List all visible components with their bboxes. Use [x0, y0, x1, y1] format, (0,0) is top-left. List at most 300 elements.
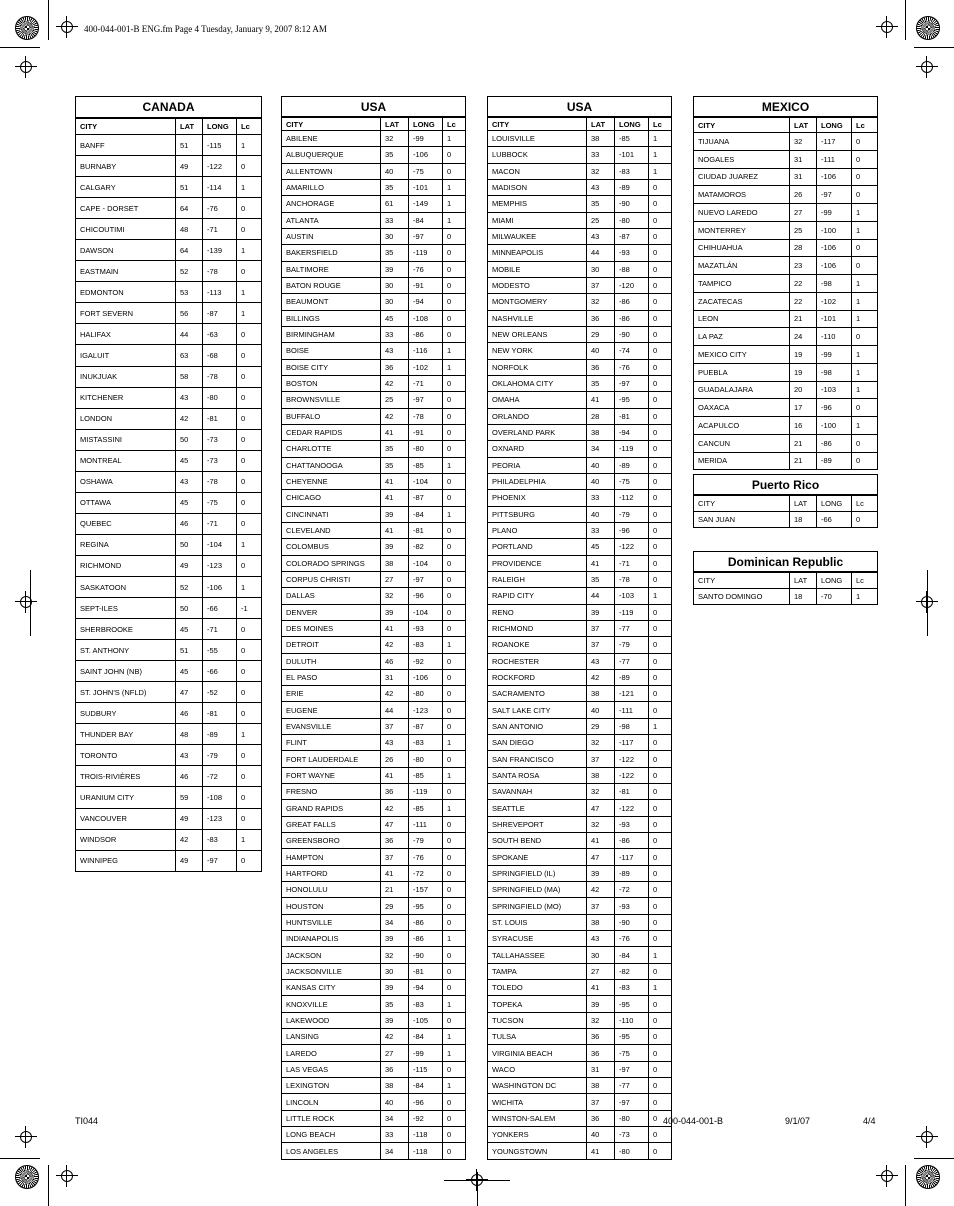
- lat-cell: 37: [587, 637, 615, 653]
- table-row: [488, 326, 672, 342]
- table-row: [488, 718, 672, 734]
- column-header-lat: LAT: [587, 117, 615, 131]
- table-row: [488, 637, 672, 653]
- lat-cell: 48: [176, 724, 203, 745]
- table-row: [282, 392, 466, 408]
- long-cell: -99: [817, 346, 852, 364]
- city-cell: JACKSONVILLE: [282, 963, 381, 979]
- long-cell: -96: [409, 588, 443, 604]
- table-row: [488, 441, 672, 457]
- long-cell: -102: [409, 359, 443, 375]
- lat-cell: 44: [587, 245, 615, 261]
- long-cell: -89: [817, 452, 852, 470]
- lc-cell: 0: [649, 326, 672, 342]
- long-cell: -73: [203, 450, 237, 471]
- lat-cell: 41: [587, 980, 615, 996]
- crosshair-icon: [916, 56, 938, 78]
- long-cell: -93: [409, 620, 443, 636]
- lat-cell: 43: [381, 343, 409, 359]
- table-row: [488, 375, 672, 391]
- city-cell: HARTFORD: [282, 865, 381, 881]
- city-cell: DALLAS: [282, 588, 381, 604]
- long-cell: -84: [615, 947, 649, 963]
- lat-cell: 35: [381, 996, 409, 1012]
- table-row: [694, 221, 878, 239]
- table-row: [282, 849, 466, 865]
- table-row: [488, 1127, 672, 1143]
- lat-cell: 33: [587, 147, 615, 163]
- lat-cell: 64: [176, 240, 203, 261]
- table-row: [282, 571, 466, 587]
- city-cell: HAMPTON: [282, 849, 381, 865]
- table-row: [694, 133, 878, 151]
- long-cell: -52: [203, 682, 237, 703]
- lat-cell: 39: [587, 865, 615, 881]
- city-cell: SAN FRANCISCO: [488, 751, 587, 767]
- lat-cell: 21: [381, 882, 409, 898]
- lc-cell: 0: [649, 473, 672, 489]
- lc-cell: 0: [443, 408, 466, 424]
- table-row: [488, 1061, 672, 1077]
- lc-cell: 1: [649, 947, 672, 963]
- table-row: [694, 257, 878, 275]
- table-row: [488, 588, 672, 604]
- lat-cell: 47: [381, 816, 409, 832]
- long-cell: -71: [615, 555, 649, 571]
- lc-cell: 0: [443, 865, 466, 881]
- city-cell: BANFF: [76, 135, 176, 156]
- lc-cell: 0: [237, 766, 262, 787]
- lat-cell: 49: [176, 156, 203, 177]
- table-row: [76, 703, 262, 724]
- long-cell: -108: [203, 787, 237, 808]
- lc-cell: 0: [649, 1012, 672, 1028]
- table-row: [488, 392, 672, 408]
- long-cell: -95: [409, 898, 443, 914]
- table-row: [76, 303, 262, 324]
- city-cell: PHILADELPHIA: [488, 473, 587, 489]
- table-row: [76, 808, 262, 829]
- lc-cell: 1: [443, 1045, 466, 1061]
- city-cell: HALIFAX: [76, 324, 176, 345]
- long-cell: -79: [615, 637, 649, 653]
- lat-cell: 37: [381, 849, 409, 865]
- lc-cell: 0: [649, 784, 672, 800]
- lat-cell: 33: [381, 326, 409, 342]
- city-cell: SANTA ROSA: [488, 767, 587, 783]
- city-cell: ROCHESTER: [488, 653, 587, 669]
- long-cell: -73: [203, 429, 237, 450]
- table-row: [282, 882, 466, 898]
- long-cell: -88: [615, 261, 649, 277]
- city-cell: MEMPHIS: [488, 196, 587, 212]
- long-cell: -91: [409, 424, 443, 440]
- registration-rosette-icon: [916, 1165, 940, 1189]
- crop-line: [0, 47, 40, 48]
- long-cell: -81: [615, 784, 649, 800]
- lc-cell: 1: [443, 212, 466, 228]
- lc-cell: 0: [237, 345, 262, 366]
- table-row: [76, 282, 262, 303]
- long-cell: -80: [615, 1143, 649, 1159]
- city-cell: NOGALES: [694, 150, 790, 168]
- long-cell: -78: [615, 571, 649, 587]
- long-cell: -84: [409, 506, 443, 522]
- lc-cell: 1: [649, 147, 672, 163]
- lc-cell: 1: [852, 381, 878, 399]
- lat-cell: 50: [176, 598, 203, 619]
- lc-cell: 1: [443, 359, 466, 375]
- city-cell: FORT WAYNE: [282, 767, 381, 783]
- city-cell: ACAPULCO: [694, 417, 790, 435]
- lc-cell: 1: [237, 135, 262, 156]
- city-cell: OKLAHOMA CITY: [488, 375, 587, 391]
- lc-cell: 0: [852, 257, 878, 275]
- table-row: [488, 1029, 672, 1045]
- city-cell: CHARLOTTE: [282, 441, 381, 457]
- lc-cell: 0: [443, 277, 466, 293]
- table-row: [76, 324, 262, 345]
- lc-cell: 0: [649, 800, 672, 816]
- long-cell: -79: [615, 506, 649, 522]
- long-cell: -92: [409, 653, 443, 669]
- lat-cell: 36: [587, 310, 615, 326]
- table-row: [282, 555, 466, 571]
- lat-cell: 41: [381, 522, 409, 538]
- long-cell: -77: [615, 620, 649, 636]
- city-cell: ANCHORAGE: [282, 196, 381, 212]
- lat-cell: 40: [587, 506, 615, 522]
- city-cell: BILLINGS: [282, 310, 381, 326]
- table-row: [488, 1012, 672, 1028]
- city-cell: EVANSVILLE: [282, 718, 381, 734]
- city-cell: NORFOLK: [488, 359, 587, 375]
- long-cell: -75: [409, 163, 443, 179]
- lc-cell: 0: [237, 387, 262, 408]
- table-row: [76, 135, 262, 156]
- lc-cell: 0: [649, 816, 672, 832]
- city-cell: CHICAGO: [282, 490, 381, 506]
- lc-cell: 0: [649, 392, 672, 408]
- lc-cell: 0: [443, 1110, 466, 1126]
- table-row: [694, 512, 878, 528]
- long-cell: -80: [409, 441, 443, 457]
- long-cell: -94: [409, 980, 443, 996]
- city-cell: OTTAWA: [76, 492, 176, 513]
- table-row: [282, 457, 466, 473]
- lat-cell: 34: [381, 914, 409, 930]
- column-header-city: CITY: [694, 572, 790, 589]
- crosshair-icon: [15, 56, 37, 78]
- lc-cell: 0: [852, 512, 878, 528]
- lc-cell: 0: [443, 620, 466, 636]
- table-row: [76, 471, 262, 492]
- lat-cell: 46: [176, 513, 203, 534]
- table-row: [488, 473, 672, 489]
- long-cell: -72: [615, 882, 649, 898]
- table-row: [282, 604, 466, 620]
- table-row: [488, 865, 672, 881]
- crosshair-icon: [876, 1165, 898, 1187]
- long-cell: -83: [409, 637, 443, 653]
- lc-cell: 0: [443, 441, 466, 457]
- city-cell: TAMPA: [488, 963, 587, 979]
- long-cell: -93: [615, 245, 649, 261]
- long-cell: -76: [409, 849, 443, 865]
- table-row: [282, 816, 466, 832]
- lat-cell: 40: [381, 163, 409, 179]
- long-cell: -89: [615, 457, 649, 473]
- lat-cell: 27: [381, 1045, 409, 1061]
- lat-cell: 17: [790, 399, 817, 417]
- lc-cell: 0: [443, 784, 466, 800]
- city-cell: SAN ANTONIO: [488, 718, 587, 734]
- city-cell: CHEYENNE: [282, 473, 381, 489]
- city-cell: DAWSON: [76, 240, 176, 261]
- city-cell: OMAHA: [488, 392, 587, 408]
- lat-cell: 43: [587, 228, 615, 244]
- lc-cell: 0: [852, 328, 878, 346]
- lc-cell: 1: [852, 292, 878, 310]
- long-cell: -86: [409, 326, 443, 342]
- lc-cell: 0: [237, 619, 262, 640]
- lc-cell: 0: [649, 1143, 672, 1159]
- lat-cell: 23: [790, 257, 817, 275]
- column-header-long: LONG: [409, 117, 443, 131]
- lc-cell: 1: [443, 1029, 466, 1045]
- lat-cell: 20: [790, 381, 817, 399]
- lc-cell: 0: [649, 1045, 672, 1061]
- lat-cell: 34: [587, 441, 615, 457]
- city-cell: WASHINGTON DC: [488, 1078, 587, 1094]
- city-cell: BATON ROUGE: [282, 277, 381, 293]
- lat-cell: 30: [381, 277, 409, 293]
- long-cell: -99: [409, 1045, 443, 1061]
- long-cell: -84: [409, 212, 443, 228]
- table-row: [76, 787, 262, 808]
- lc-cell: 0: [649, 228, 672, 244]
- lat-cell: 42: [381, 800, 409, 816]
- lat-cell: 32: [587, 784, 615, 800]
- table-row: [488, 702, 672, 718]
- lc-cell: 0: [649, 196, 672, 212]
- lc-cell: 0: [443, 473, 466, 489]
- long-cell: -110: [615, 1012, 649, 1028]
- table-row: [282, 261, 466, 277]
- city-cell: CANCUN: [694, 434, 790, 452]
- table-row: [488, 310, 672, 326]
- lat-cell: 32: [381, 947, 409, 963]
- city-cell: SHREVEPORT: [488, 816, 587, 832]
- table-row: [694, 434, 878, 452]
- long-cell: -92: [409, 1110, 443, 1126]
- city-cell: RICHMOND: [76, 555, 176, 576]
- city-cell: BOISE: [282, 343, 381, 359]
- lc-cell: 0: [443, 604, 466, 620]
- crosshair-icon: [15, 1126, 37, 1148]
- lat-cell: 35: [587, 375, 615, 391]
- table-row: [694, 589, 878, 605]
- long-cell: -95: [615, 392, 649, 408]
- column-header-long: LONG: [203, 118, 237, 135]
- column-header-lc: Lc: [852, 117, 878, 133]
- lc-cell: 1: [649, 588, 672, 604]
- city-cell: MONTGOMERY: [488, 294, 587, 310]
- lat-cell: 43: [176, 387, 203, 408]
- long-cell: -81: [615, 408, 649, 424]
- city-cell: CLEVELAND: [282, 522, 381, 538]
- long-cell: -90: [615, 914, 649, 930]
- long-cell: -83: [615, 163, 649, 179]
- table-row: [694, 275, 878, 293]
- table-row: [488, 833, 672, 849]
- lc-cell: 0: [443, 686, 466, 702]
- lat-cell: 25: [381, 392, 409, 408]
- column-header-lat: LAT: [176, 118, 203, 135]
- lat-cell: 27: [790, 204, 817, 222]
- city-cell: MIAMI: [488, 212, 587, 228]
- city-cell: AMARILLO: [282, 179, 381, 195]
- table-row: [488, 228, 672, 244]
- table-row: [282, 1143, 466, 1159]
- city-cell: KITCHENER: [76, 387, 176, 408]
- lat-cell: 38: [381, 1078, 409, 1094]
- lat-cell: 40: [587, 343, 615, 359]
- crosshair-icon: [56, 1165, 78, 1187]
- city-cell: AUSTIN: [282, 228, 381, 244]
- footer-doc-number: 400-044-001-B: [663, 1116, 724, 1126]
- long-cell: -83: [409, 996, 443, 1012]
- city-cell: TULSA: [488, 1029, 587, 1045]
- crop-line: [477, 1172, 478, 1206]
- lc-cell: 0: [649, 457, 672, 473]
- column-header-long: LONG: [817, 572, 852, 589]
- lat-cell: 34: [381, 1143, 409, 1159]
- lat-cell: 38: [381, 555, 409, 571]
- city-cell: DETROIT: [282, 637, 381, 653]
- table-row: [282, 441, 466, 457]
- long-cell: -93: [615, 816, 649, 832]
- lc-cell: 1: [649, 163, 672, 179]
- table-row: [282, 898, 466, 914]
- lat-cell: 45: [176, 661, 203, 682]
- lat-cell: 47: [176, 682, 203, 703]
- lc-cell: 0: [649, 849, 672, 865]
- long-cell: -80: [615, 212, 649, 228]
- table-row: [488, 800, 672, 816]
- city-cell: LOUISVILLE: [488, 131, 587, 147]
- city-cell: FORT SEVERN: [76, 303, 176, 324]
- city-cell: PLANO: [488, 522, 587, 538]
- lat-cell: 30: [587, 947, 615, 963]
- lat-cell: 58: [176, 366, 203, 387]
- table-row: [488, 816, 672, 832]
- lat-cell: 36: [381, 833, 409, 849]
- table-row: [488, 294, 672, 310]
- table-row: [282, 947, 466, 963]
- city-cell: RICHMOND: [488, 620, 587, 636]
- table-row: [694, 381, 878, 399]
- long-cell: -81: [203, 703, 237, 724]
- long-cell: -80: [409, 686, 443, 702]
- table-row: [282, 506, 466, 522]
- city-cell: RENO: [488, 604, 587, 620]
- column-header-long: LONG: [817, 117, 852, 133]
- lc-cell: 0: [443, 980, 466, 996]
- lat-cell: 35: [381, 179, 409, 195]
- lat-cell: 37: [587, 1094, 615, 1110]
- lc-cell: 1: [443, 931, 466, 947]
- table-row: [694, 292, 878, 310]
- lat-cell: 25: [587, 212, 615, 228]
- long-cell: -97: [615, 375, 649, 391]
- lat-cell: 27: [381, 571, 409, 587]
- city-cell: ALBUQUERQUE: [282, 147, 381, 163]
- lc-cell: 0: [237, 640, 262, 661]
- lat-cell: 36: [587, 1110, 615, 1126]
- lat-cell: 30: [381, 228, 409, 244]
- table-row: [282, 653, 466, 669]
- lat-cell: 28: [790, 239, 817, 257]
- lat-cell: 28: [587, 408, 615, 424]
- table-row: [488, 212, 672, 228]
- city-cell: NUEVO LAREDO: [694, 204, 790, 222]
- lc-cell: 0: [237, 366, 262, 387]
- long-cell: -82: [615, 963, 649, 979]
- long-cell: -97: [615, 1061, 649, 1077]
- crop-line: [927, 570, 928, 636]
- city-cell: MERIDA: [694, 452, 790, 470]
- city-cell: ST. JOHN'S (NFLD): [76, 682, 176, 703]
- table-mexico: [693, 96, 878, 470]
- crop-line: [914, 47, 954, 48]
- table-dominican-republic: [693, 551, 878, 605]
- column-header-city: CITY: [694, 117, 790, 133]
- long-cell: -118: [409, 1143, 443, 1159]
- long-cell: -94: [409, 294, 443, 310]
- table-row: [76, 745, 262, 766]
- lc-cell: 1: [443, 996, 466, 1012]
- long-cell: -123: [203, 555, 237, 576]
- lc-cell: 0: [852, 452, 878, 470]
- long-cell: -74: [615, 343, 649, 359]
- lat-cell: 31: [381, 669, 409, 685]
- lc-cell: 0: [443, 571, 466, 587]
- lat-cell: 42: [381, 686, 409, 702]
- long-cell: -85: [409, 800, 443, 816]
- city-cell: COLORADO SPRINGS: [282, 555, 381, 571]
- table-row: [488, 963, 672, 979]
- lat-cell: 43: [587, 931, 615, 947]
- lat-cell: 49: [176, 850, 203, 871]
- lat-cell: 41: [587, 1143, 615, 1159]
- lc-cell: 1: [237, 303, 262, 324]
- lat-cell: 38: [587, 424, 615, 440]
- long-cell: -114: [203, 177, 237, 198]
- long-cell: -87: [203, 303, 237, 324]
- table-row: [694, 204, 878, 222]
- lat-cell: 34: [381, 1110, 409, 1126]
- lat-cell: 43: [176, 745, 203, 766]
- lat-cell: 29: [587, 326, 615, 342]
- lc-cell: 0: [852, 133, 878, 151]
- table-row: [488, 735, 672, 751]
- lat-cell: 32: [587, 294, 615, 310]
- long-cell: -99: [409, 131, 443, 147]
- lat-cell: 35: [381, 457, 409, 473]
- long-cell: -80: [203, 387, 237, 408]
- long-cell: -89: [615, 179, 649, 195]
